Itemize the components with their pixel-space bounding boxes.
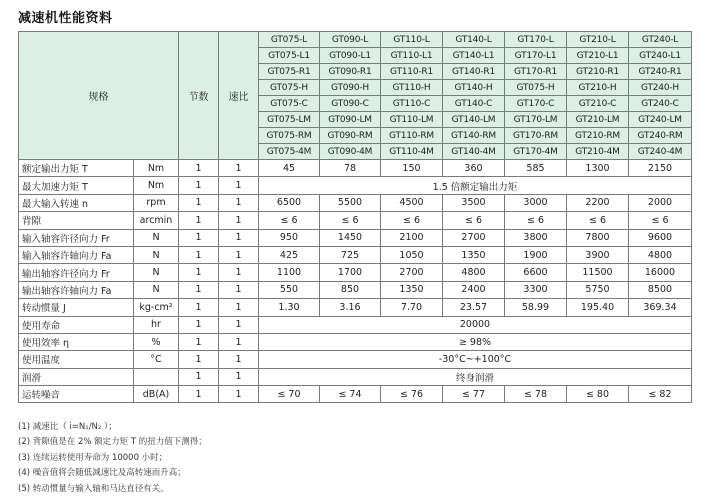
row-ratio: 1 xyxy=(219,316,259,333)
row-unit: dB(A) xyxy=(134,386,179,403)
value-cell: 2000 xyxy=(629,194,692,211)
model-cell: GT140-LM xyxy=(443,112,505,128)
model-cell: GT170-L xyxy=(505,32,567,48)
value-cell: 360 xyxy=(443,160,505,177)
table-row xyxy=(19,386,692,403)
value-cell: 1450 xyxy=(320,229,381,246)
value-cell: 2400 xyxy=(443,281,505,298)
table-row xyxy=(19,351,692,368)
header-row xyxy=(19,32,692,48)
table-row xyxy=(19,177,692,194)
row-stage: 1 xyxy=(179,351,219,368)
value-cell: 3900 xyxy=(567,246,629,263)
model-cell: GT075-L1 xyxy=(259,48,320,64)
value-cell: 8500 xyxy=(629,281,692,298)
value-cell: 1700 xyxy=(320,264,381,281)
value-cell: 725 xyxy=(320,246,381,263)
row-ratio: 1 xyxy=(219,160,259,177)
row-unit: Nm xyxy=(134,160,179,177)
value-cell: ≤ 76 xyxy=(381,386,443,403)
value-cell: 1900 xyxy=(505,246,567,263)
model-cell: GT140-L xyxy=(443,32,505,48)
value-cell: ≤ 80 xyxy=(567,386,629,403)
value-cell: 4500 xyxy=(381,194,443,211)
value-cell: ≤ 6 xyxy=(629,212,692,229)
row-label: 背隙 xyxy=(19,212,134,229)
row-stage: 1 xyxy=(179,160,219,177)
row-label: 输入轴容许轴向力 Fa xyxy=(19,246,134,263)
table-row xyxy=(19,333,692,350)
value-cell: 6600 xyxy=(505,264,567,281)
model-cell: GT140-R1 xyxy=(443,64,505,80)
model-cell: GT240-4M xyxy=(629,144,692,160)
table-row xyxy=(19,194,692,211)
row-ratio: 1 xyxy=(219,264,259,281)
model-cell: GT240-RM xyxy=(629,128,692,144)
row-ratio: 1 xyxy=(219,299,259,316)
model-cell: GT090-LM xyxy=(320,112,381,128)
value-cell: 5750 xyxy=(567,281,629,298)
model-cell: GT240-C xyxy=(629,96,692,112)
value-cell: 950 xyxy=(259,229,320,246)
value-cell: ≤ 70 xyxy=(259,386,320,403)
value-cell: 2700 xyxy=(443,229,505,246)
value-cell: 2100 xyxy=(381,229,443,246)
value-cell: 425 xyxy=(259,246,320,263)
row-stage: 1 xyxy=(179,281,219,298)
model-cell: GT240-LM xyxy=(629,112,692,128)
value-cell: 150 xyxy=(381,160,443,177)
model-cell: GT240-L1 xyxy=(629,48,692,64)
row-label: 运转噪音 xyxy=(19,386,134,403)
model-cell: GT110-C xyxy=(381,96,443,112)
model-cell: GT110-L1 xyxy=(381,48,443,64)
value-cell: ≤ 6 xyxy=(567,212,629,229)
row-ratio: 1 xyxy=(219,351,259,368)
row-stage: 1 xyxy=(179,194,219,211)
row-stage: 1 xyxy=(179,299,219,316)
value-cell: 9600 xyxy=(629,229,692,246)
value-cell: 3.16 xyxy=(320,299,381,316)
model-cell: GT170-4M xyxy=(505,144,567,160)
model-cell: GT210-LM xyxy=(567,112,629,128)
row-stage: 1 xyxy=(179,316,219,333)
value-cell: 1300 xyxy=(567,160,629,177)
model-cell: GT110-R1 xyxy=(381,64,443,80)
footnotes xyxy=(18,420,207,497)
value-cell: ≤ 78 xyxy=(505,386,567,403)
row-ratio: 1 xyxy=(219,194,259,211)
ratio-header-cell: 速比 xyxy=(219,32,259,160)
model-cell: GT210-R1 xyxy=(567,64,629,80)
model-cell: GT110-LM xyxy=(381,112,443,128)
table-row xyxy=(19,316,692,333)
row-unit: % xyxy=(134,333,179,350)
row-stage: 1 xyxy=(179,246,219,263)
value-cell: 2150 xyxy=(629,160,692,177)
model-cell: GT110-4M xyxy=(381,144,443,160)
value-cell: 1050 xyxy=(381,246,443,263)
row-stage: 1 xyxy=(179,264,219,281)
value-cell: 58.99 xyxy=(505,299,567,316)
merged-value-cell: 终身润滑 xyxy=(259,368,692,385)
stage-header-cell: 节数 xyxy=(179,32,219,160)
row-ratio: 1 xyxy=(219,333,259,350)
table-row xyxy=(19,212,692,229)
row-unit: arcmin xyxy=(134,212,179,229)
value-cell: 78 xyxy=(320,160,381,177)
row-label: 转动惯量 J xyxy=(19,299,134,316)
row-ratio: 1 xyxy=(219,212,259,229)
model-cell: GT240-H xyxy=(629,80,692,96)
model-cell: GT075-H xyxy=(505,80,567,96)
merged-value-cell: ≥ 98% xyxy=(259,333,692,350)
model-cell: GT110-RM xyxy=(381,128,443,144)
table-row xyxy=(19,281,692,298)
footnote-line: (1) 减速比（ i=N₁/N₂ ）； xyxy=(18,422,117,432)
model-cell: GT210-L xyxy=(567,32,629,48)
row-unit xyxy=(134,368,179,385)
row-unit: N xyxy=(134,281,179,298)
value-cell: 850 xyxy=(320,281,381,298)
model-cell: GT075-RM xyxy=(259,128,320,144)
model-cell: GT090-L xyxy=(320,32,381,48)
value-cell: 550 xyxy=(259,281,320,298)
value-cell: 45 xyxy=(259,160,320,177)
model-cell: GT170-L1 xyxy=(505,48,567,64)
model-cell: GT140-H xyxy=(443,80,505,96)
model-cell: GT140-RM xyxy=(443,128,505,144)
row-label: 输出轴容许径向力 Fr xyxy=(19,264,134,281)
row-unit: N xyxy=(134,246,179,263)
model-cell: GT075-4M xyxy=(259,144,320,160)
value-cell: 2700 xyxy=(381,264,443,281)
model-cell: GT075-LM xyxy=(259,112,320,128)
model-cell: GT170-RM xyxy=(505,128,567,144)
row-label: 最大加速力矩 T xyxy=(19,177,134,194)
row-stage: 1 xyxy=(179,333,219,350)
spec-header-cell: 规格 xyxy=(19,32,179,160)
model-cell: GT140-L1 xyxy=(443,48,505,64)
model-cell: GT110-H xyxy=(381,80,443,96)
value-cell: ≤ 77 xyxy=(443,386,505,403)
value-cell: 4800 xyxy=(443,264,505,281)
row-label: 使用寿命 xyxy=(19,316,134,333)
footnote-line: (5) 转动惯量与输入轴和马达直径有关。 xyxy=(18,483,169,494)
row-unit: °C xyxy=(134,351,179,368)
model-cell: GT075-H xyxy=(259,80,320,96)
merged-value-cell: -30°C~+100°C xyxy=(259,351,692,368)
model-cell: GT075-R1 xyxy=(259,64,320,80)
performance-spec-table xyxy=(18,31,692,403)
model-cell: GT210-L1 xyxy=(567,48,629,64)
row-unit: N xyxy=(134,264,179,281)
value-cell: 7800 xyxy=(567,229,629,246)
page-title: 减速机性能资料 xyxy=(18,11,113,26)
merged-value-cell: 1.5 倍额定输出力矩 xyxy=(259,177,692,194)
table-row xyxy=(19,229,692,246)
value-cell: ≤ 6 xyxy=(505,212,567,229)
merged-value-cell: 20000 xyxy=(259,316,692,333)
model-cell: GT090-R1 xyxy=(320,64,381,80)
model-cell: GT170-R1 xyxy=(505,64,567,80)
row-stage: 1 xyxy=(179,212,219,229)
model-cell: GT090-C xyxy=(320,96,381,112)
value-cell: ≤ 82 xyxy=(629,386,692,403)
row-stage: 1 xyxy=(179,177,219,194)
row-ratio: 1 xyxy=(219,281,259,298)
value-cell: 585 xyxy=(505,160,567,177)
table-row xyxy=(19,246,692,263)
model-cell: GT090-RM xyxy=(320,128,381,144)
row-ratio: 1 xyxy=(219,386,259,403)
row-unit: Nm xyxy=(134,177,179,194)
value-cell: 1350 xyxy=(443,246,505,263)
value-cell: 2200 xyxy=(567,194,629,211)
row-unit: kg-cm² xyxy=(134,299,179,316)
row-unit: hr xyxy=(134,316,179,333)
model-cell: GT090-H xyxy=(320,80,381,96)
footnote-line: (3) 连续运转使用寿命为 10000 小时； xyxy=(18,452,168,463)
value-cell: ≤ 6 xyxy=(443,212,505,229)
value-cell: 1.30 xyxy=(259,299,320,316)
model-cell: GT140-4M xyxy=(443,144,505,160)
table-row xyxy=(19,160,692,177)
row-stage: 1 xyxy=(179,229,219,246)
row-label: 额定输出力矩 T xyxy=(19,160,134,177)
row-stage: 1 xyxy=(179,386,219,403)
table-row xyxy=(19,299,692,316)
model-cell: GT240-L xyxy=(629,32,692,48)
value-cell: 23.57 xyxy=(443,299,505,316)
model-cell: GT090-4M xyxy=(320,144,381,160)
value-cell: 3000 xyxy=(505,194,567,211)
model-cell: GT110-L xyxy=(381,32,443,48)
row-ratio: 1 xyxy=(219,246,259,263)
value-cell: 16000 xyxy=(629,264,692,281)
value-cell: 3800 xyxy=(505,229,567,246)
value-cell: 3500 xyxy=(443,194,505,211)
model-cell: GT210-H xyxy=(567,80,629,96)
model-cell: GT170-C xyxy=(505,96,567,112)
model-cell: GT075-L xyxy=(259,32,320,48)
row-ratio: 1 xyxy=(219,368,259,385)
row-label: 使用效率 η xyxy=(19,333,134,350)
value-cell: 11500 xyxy=(567,264,629,281)
table-row xyxy=(19,368,692,385)
model-cell: GT210-C xyxy=(567,96,629,112)
model-cell: GT090-L1 xyxy=(320,48,381,64)
row-unit: N xyxy=(134,229,179,246)
value-cell: 1350 xyxy=(381,281,443,298)
row-stage: 1 xyxy=(179,368,219,385)
model-cell: GT075-C xyxy=(259,96,320,112)
value-cell: ≤ 6 xyxy=(381,212,443,229)
value-cell: ≤ 6 xyxy=(320,212,381,229)
model-cell: GT210-4M xyxy=(567,144,629,160)
model-cell: GT170-LM xyxy=(505,112,567,128)
row-ratio: 1 xyxy=(219,177,259,194)
row-label: 输出轴容许轴向力 Fa xyxy=(19,281,134,298)
value-cell: 7.70 xyxy=(381,299,443,316)
value-cell: 4800 xyxy=(629,246,692,263)
value-cell: 6500 xyxy=(259,194,320,211)
model-cell: GT210-RM xyxy=(567,128,629,144)
row-ratio: 1 xyxy=(219,229,259,246)
model-cell: GT140-C xyxy=(443,96,505,112)
footnote-line: (2) 背隙值是在 2% 额定力矩 T 的扭力值下测得； xyxy=(18,437,207,448)
row-label: 输入轴容许径向力 Fr xyxy=(19,229,134,246)
model-cell: GT240-R1 xyxy=(629,64,692,80)
value-cell: ≤ 6 xyxy=(259,212,320,229)
value-cell: ≤ 74 xyxy=(320,386,381,403)
value-cell: 1100 xyxy=(259,264,320,281)
value-cell: 3300 xyxy=(505,281,567,298)
table-row xyxy=(19,264,692,281)
row-label: 润滑 xyxy=(19,368,134,385)
footnote-line: (4) 噪音值将会随低减速比及高转速而升高； xyxy=(18,468,186,479)
value-cell: 5500 xyxy=(320,194,381,211)
row-unit: rpm xyxy=(134,194,179,211)
row-label: 使用温度 xyxy=(19,351,134,368)
value-cell: 369.34 xyxy=(629,299,692,316)
value-cell: 195.40 xyxy=(567,299,629,316)
row-label: 最大输入转速 n xyxy=(19,194,134,211)
